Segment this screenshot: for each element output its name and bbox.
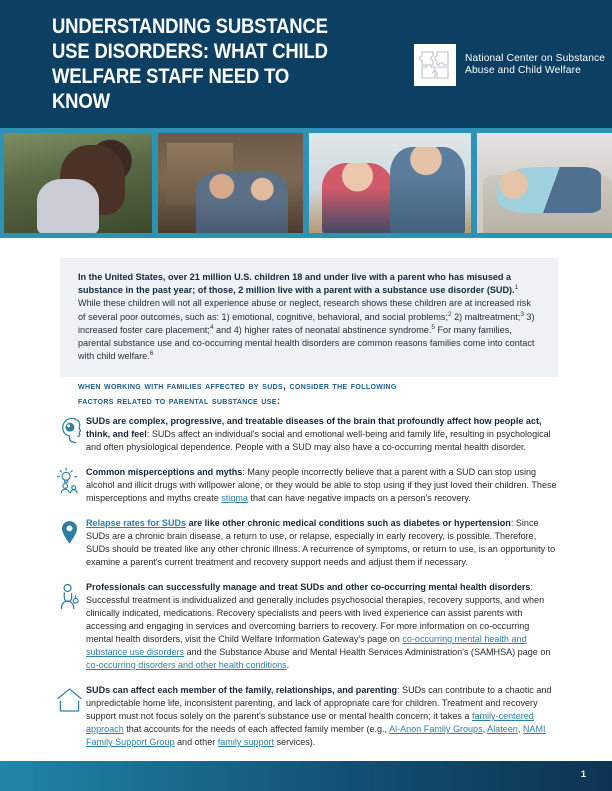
stigma-link[interactable]: stigma xyxy=(221,493,248,503)
item-2-bold: Common misperceptions and myths xyxy=(86,467,243,477)
relapse-rates-link[interactable]: Relapse rates for SUDs xyxy=(86,518,187,528)
callout-body-1: While these children will not all experience abuse or neglect, research shows these children are at increased risk of several poor outcomes, such as: 1) emotional, cognitive, behavioral, and social problems; xyxy=(78,298,531,322)
organization-name: National Center on Substance Abuse and Child Welfare xyxy=(465,52,606,76)
footnote-ref-6: 6 xyxy=(149,350,154,358)
item-3-bold: are like other chronic medical conditions such as diabetes or hypertension xyxy=(186,518,511,528)
item-2-text-b: that can have negative impacts on a person's recovery. xyxy=(247,493,471,503)
item-5-bold: SUDs can affect each member of the family, relationships, and parenting xyxy=(86,685,398,695)
callout-body-4: and 4) higher rates of neonatal abstinence syndrome. xyxy=(213,324,432,335)
lightbulb-person-icon xyxy=(52,465,86,496)
item-4-text-a: : Successful treatment is individualized and generally includes psychosocial therapies, recovery supports, and when clinically indicated, medications. Recovery specialists and peers with lived experience can assist parents with accessing and engaging in services and overcoming barriers to recovery. For more information on co-occurring mental health disorders, visit the Child Welfare Information Gateway's page on xyxy=(86,582,545,644)
item-5-text-b: that accounts for the needs of each affected family member (e.g., xyxy=(123,724,390,734)
item-4-bold: Professionals can successfully manage and treat SUDs and other co-occurring mental health disorders xyxy=(86,582,531,592)
head-brain-icon xyxy=(52,414,86,445)
list-item-text xyxy=(86,414,558,454)
item-1-bold: SUDs are complex, progressive, and treatable diseases of the brain that profoundly affect how people act, think, and feel xyxy=(86,416,542,439)
samhsa-co-occurring-link[interactable]: co-occurring disorders and other health conditions xyxy=(86,660,287,670)
factors-list xyxy=(52,414,558,760)
section-heading-line-2: factors related to parental substance use: xyxy=(78,395,281,407)
item-1-text: : SUDs affect an individual's social and emotional well-being and family life, resulting in psychological and often physiological dependence. People with a SUD may also have a co-occurring mental health disorder. xyxy=(86,429,551,452)
footnote-ref-1: 1 xyxy=(514,284,519,292)
family-support-link[interactable]: family support xyxy=(217,737,275,747)
al-anon-link[interactable]: Al-Anon Family Groups xyxy=(389,724,483,734)
family-centered-approach-link[interactable]: family-centered approach xyxy=(86,711,534,734)
item-5-text-c: , xyxy=(482,724,488,734)
callout-body-5: For many families, parental substance use and co-occurring mental health disorders are common reasons families come into contact with child welfare. xyxy=(78,324,535,362)
callout-lead-text: In the United States, over 21 million U.S. children 18 and under live with a parent who has misused a substance in the past year; of those, 2 million live with a parent with a substance use disorder (SUD). xyxy=(78,272,515,296)
photo-mother-hugging-daughter xyxy=(4,133,152,233)
doctor-stethoscope-icon xyxy=(52,580,86,611)
nami-family-support-link[interactable]: NAMI Family Support Group xyxy=(86,724,546,747)
item-5-text-e: and other xyxy=(174,737,218,747)
page-number: 1 xyxy=(580,769,586,780)
footnote-ref-3: 3 xyxy=(520,310,524,318)
list-item xyxy=(52,580,558,672)
page-title: UNDERSTANDING SUBSTANCE USE DISORDERS: WHAT CHILD WELFARE STAFF NEED TO KNOW xyxy=(52,14,328,113)
page-header xyxy=(0,0,612,128)
list-item xyxy=(52,414,558,454)
item-2-text-a: : Many people incorrectly believe that a parent with a SUD can stop using alcohol and illicit drugs with willpower alone, or they would be able to stop using if they just loved their children. These misperceptions and myths create xyxy=(86,467,557,503)
list-item xyxy=(52,465,558,505)
location-pin-icon xyxy=(52,516,86,547)
list-item xyxy=(52,516,558,569)
section-heading-line-1: when working with families affected by suds, consider the following xyxy=(78,381,397,392)
co-occurring-gateway-link[interactable]: co-occurring mental health and substance use disorders xyxy=(86,634,527,657)
item-3-text: : Since SUDs are a chronic brain disease, a return to use, or relapse, especially in early recovery, is possible. Therefore, SUDs should be treated like any other chronic illness. A recurrence of symptoms, or return to use, is an opportunity to examine a parent's current treatment and recovery support needs and adjust them if necessary. xyxy=(86,518,556,567)
puzzle-piece-icon xyxy=(414,44,456,86)
section-heading xyxy=(78,380,548,409)
list-item-text xyxy=(86,580,558,672)
list-item xyxy=(52,683,558,749)
hero-photo-band xyxy=(0,128,612,238)
item-5-text-f: services). xyxy=(274,737,316,747)
page-footer xyxy=(0,761,612,791)
list-item-text xyxy=(86,683,558,749)
item-4-text-b: and the Substance Abuse and Mental Health Services Administration's (SAMHSA) page on xyxy=(184,647,551,657)
item-4-text-c: . xyxy=(286,660,290,670)
statistics-callout xyxy=(60,258,558,377)
organization-logo xyxy=(414,44,612,86)
footnote-ref-4: 4 xyxy=(209,323,214,331)
photo-couple-with-laptop xyxy=(158,133,303,233)
list-item-text xyxy=(86,516,558,569)
photo-parent-resting-with-child xyxy=(477,133,612,233)
item-5-text-d: , xyxy=(517,724,523,734)
callout-body-3: 3) increased foster care placement; xyxy=(78,311,535,335)
list-item-text xyxy=(86,465,558,505)
item-5-text-a: : SUDs can contribute to a chaotic and unpredictable home life, inconsistent parenting, and lack of appropriate care for children. Treatment and recovery support must not focus solely on the parent's substance use or mental health concern; it takes a xyxy=(86,685,552,721)
photo-grandparents-with-children xyxy=(309,133,471,233)
alateen-link[interactable]: Alateen xyxy=(487,724,518,734)
house-home-icon xyxy=(52,683,86,714)
footnote-ref-2: 2 xyxy=(448,310,452,318)
callout-body-2: 2) maltreatment; xyxy=(451,311,521,322)
footnote-ref-5: 5 xyxy=(431,323,435,331)
